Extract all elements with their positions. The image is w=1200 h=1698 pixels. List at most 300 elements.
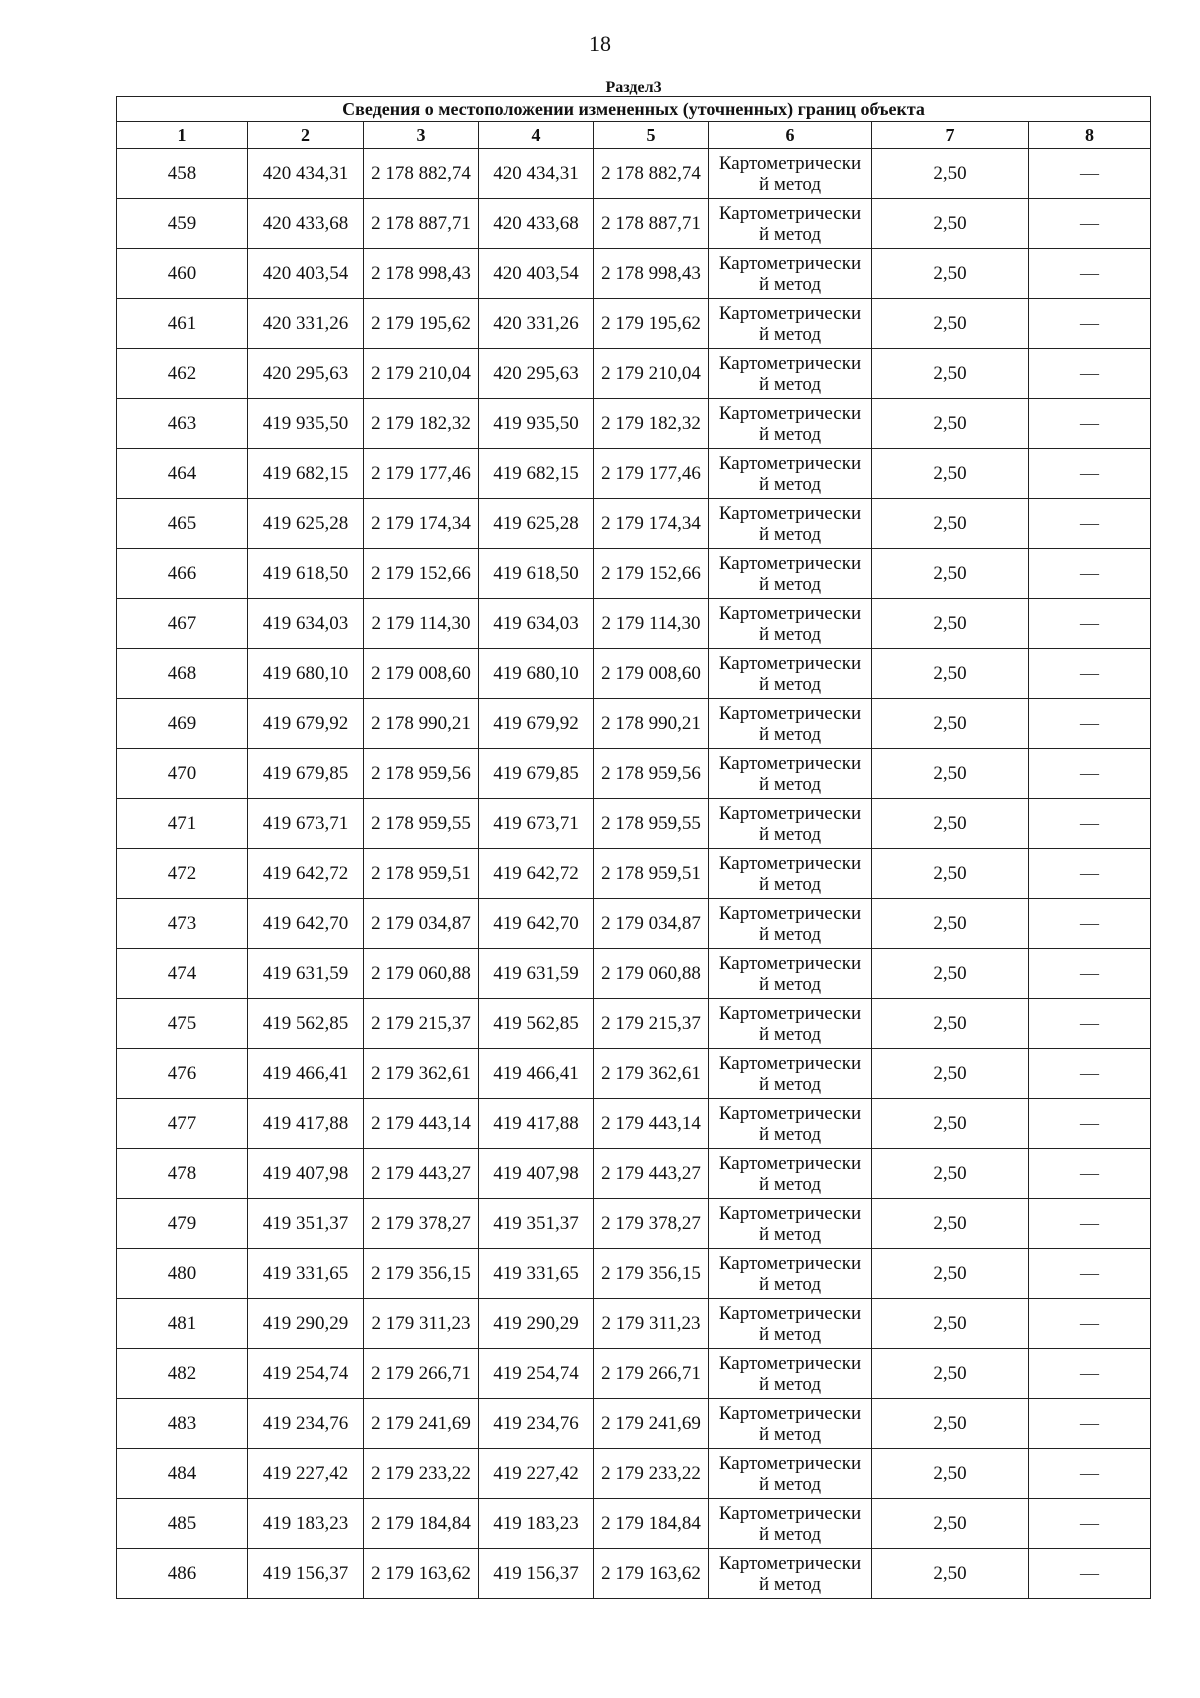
coordinate-cell: 2 178 959,55 xyxy=(364,799,479,849)
coordinate-cell: 2 179 210,04 xyxy=(364,349,479,399)
section-row xyxy=(117,79,1151,97)
coordinate-cell: 2 179 266,71 xyxy=(594,1349,709,1399)
point-number-cell: 469 xyxy=(117,699,248,749)
coordinate-cell: 419 679,85 xyxy=(479,749,594,799)
method-cell xyxy=(709,599,872,649)
method-line-2: й метод xyxy=(758,1073,822,1095)
method-line-2: й метод xyxy=(758,323,822,345)
coordinate-cell: 419 183,23 xyxy=(479,1499,594,1549)
column-8-cell: — xyxy=(1029,599,1151,649)
point-number-cell: 462 xyxy=(117,349,248,399)
coordinate-cell: 419 634,03 xyxy=(479,599,594,649)
method-line-1: Картометрически xyxy=(718,1152,862,1174)
method-cell xyxy=(709,1099,872,1149)
point-number-cell: 459 xyxy=(117,199,248,249)
method-line-2: й метод xyxy=(758,673,822,695)
method-line-1: Картометрически xyxy=(718,502,862,524)
coordinate-cell: 2 179 163,62 xyxy=(364,1549,479,1599)
method-cell xyxy=(709,699,872,749)
column-8-cell: — xyxy=(1029,1199,1151,1249)
point-number-cell: 458 xyxy=(117,149,248,199)
table-row xyxy=(117,749,1151,799)
point-number-cell: 476 xyxy=(117,1049,248,1099)
coordinate-cell: 419 682,15 xyxy=(479,449,594,499)
method-cell xyxy=(709,1349,872,1399)
method-line-2: й метод xyxy=(758,1023,822,1045)
page-number: 18 xyxy=(589,31,611,56)
table-row xyxy=(117,499,1151,549)
coordinate-cell: 419 331,65 xyxy=(248,1249,364,1299)
point-number-cell: 479 xyxy=(117,1199,248,1249)
method-cell xyxy=(709,799,872,849)
column-header: 2 xyxy=(248,122,364,149)
table-row xyxy=(117,1199,1151,1249)
coordinate-cell: 419 351,37 xyxy=(479,1199,594,1249)
column-8-cell: — xyxy=(1029,1249,1151,1299)
method-line-2: й метод xyxy=(758,523,822,545)
coordinate-cell: 419 642,70 xyxy=(479,899,594,949)
table-row xyxy=(117,249,1151,299)
method-line-1: Картометрически xyxy=(718,1552,862,1574)
method-cell xyxy=(709,1249,872,1299)
table-row xyxy=(117,649,1151,699)
coordinate-cell: 419 642,70 xyxy=(248,899,364,949)
column-8-cell: — xyxy=(1029,199,1151,249)
method-line-1: Картометрически xyxy=(718,1402,862,1424)
coordinate-cell: 419 290,29 xyxy=(248,1299,364,1349)
method-line-1: Картометрически xyxy=(718,602,862,624)
coordinate-cell: 2 178 887,71 xyxy=(594,199,709,249)
point-number-cell: 470 xyxy=(117,749,248,799)
method-line-2: й метод xyxy=(758,1523,822,1545)
coordinate-cell: 2 179 152,66 xyxy=(364,549,479,599)
method-line-2: й метод xyxy=(758,623,822,645)
boundary-coordinates-table xyxy=(116,79,1151,1599)
method-line-2: й метод xyxy=(758,1423,822,1445)
accuracy-cell: 2,50 xyxy=(872,249,1029,299)
coordinate-cell: 419 682,15 xyxy=(248,449,364,499)
column-header-row xyxy=(117,122,1151,149)
coordinate-cell: 2 179 311,23 xyxy=(594,1299,709,1349)
column-8-cell: — xyxy=(1029,949,1151,999)
accuracy-cell: 2,50 xyxy=(872,499,1029,549)
coordinate-cell: 2 178 959,51 xyxy=(364,849,479,899)
coordinate-cell: 419 625,28 xyxy=(479,499,594,549)
method-line-1: Картометрически xyxy=(718,302,862,324)
coordinate-cell: 419 254,74 xyxy=(479,1349,594,1399)
method-cell xyxy=(709,1049,872,1099)
method-line-1: Картометрически xyxy=(718,252,862,274)
column-8-cell: — xyxy=(1029,249,1151,299)
coordinate-cell: 419 631,59 xyxy=(479,949,594,999)
coordinate-cell: 2 179 233,22 xyxy=(364,1449,479,1499)
coordinate-cell: 419 407,98 xyxy=(248,1149,364,1199)
method-cell xyxy=(709,549,872,599)
coordinate-cell: 419 679,92 xyxy=(479,699,594,749)
coordinate-cell: 419 625,28 xyxy=(248,499,364,549)
method-cell xyxy=(709,449,872,499)
method-line-2: й метод xyxy=(758,223,822,245)
method-cell xyxy=(709,1299,872,1349)
coordinate-cell: 2 179 184,84 xyxy=(364,1499,479,1549)
accuracy-cell: 2,50 xyxy=(872,199,1029,249)
coordinate-cell: 2 179 174,34 xyxy=(594,499,709,549)
coordinate-cell: 2 178 959,56 xyxy=(364,749,479,799)
column-8-cell: — xyxy=(1029,1149,1151,1199)
coordinate-cell: 2 178 882,74 xyxy=(594,149,709,199)
coordinate-cell: 2 178 882,74 xyxy=(364,149,479,199)
coordinate-cell: 2 178 998,43 xyxy=(594,249,709,299)
coordinate-cell: 2 179 195,62 xyxy=(594,299,709,349)
coordinate-cell: 420 434,31 xyxy=(479,149,594,199)
column-8-cell: — xyxy=(1029,749,1151,799)
coordinate-cell: 419 679,92 xyxy=(248,699,364,749)
method-line-1: Картометрически xyxy=(718,352,862,374)
coordinate-cell: 419 407,98 xyxy=(479,1149,594,1199)
method-cell xyxy=(709,749,872,799)
column-header: 4 xyxy=(479,122,594,149)
accuracy-cell: 2,50 xyxy=(872,349,1029,399)
coordinate-cell: 420 403,54 xyxy=(248,249,364,299)
method-line-1: Картометрически xyxy=(718,802,862,824)
coordinate-cell: 2 179 114,30 xyxy=(364,599,479,649)
point-number-cell: 478 xyxy=(117,1149,248,1199)
coordinate-cell: 2 178 959,55 xyxy=(594,799,709,849)
coordinate-cell: 2 179 443,14 xyxy=(594,1099,709,1149)
table-row xyxy=(117,549,1151,599)
method-line-1: Картометрически xyxy=(718,852,862,874)
accuracy-cell: 2,50 xyxy=(872,149,1029,199)
accuracy-cell: 2,50 xyxy=(872,1399,1029,1449)
method-line-2: й метод xyxy=(758,573,822,595)
table-row xyxy=(117,399,1151,449)
accuracy-cell: 2,50 xyxy=(872,1049,1029,1099)
coordinate-cell: 2 179 362,61 xyxy=(364,1049,479,1099)
coordinate-cell: 2 179 356,15 xyxy=(364,1249,479,1299)
coordinate-cell: 419 618,50 xyxy=(479,549,594,599)
method-cell xyxy=(709,249,872,299)
method-line-1: Картометрически xyxy=(718,1002,862,1024)
coordinate-cell: 420 295,63 xyxy=(248,349,364,399)
table-row xyxy=(117,999,1151,1049)
accuracy-cell: 2,50 xyxy=(872,1299,1029,1349)
coordinate-cell: 419 618,50 xyxy=(248,549,364,599)
method-line-2: й метод xyxy=(758,923,822,945)
coordinate-cell: 419 466,41 xyxy=(479,1049,594,1099)
table-row xyxy=(117,1099,1151,1149)
coordinate-cell: 419 680,10 xyxy=(248,649,364,699)
method-cell xyxy=(709,999,872,1049)
point-number-cell: 460 xyxy=(117,249,248,299)
method-cell xyxy=(709,149,872,199)
coordinate-cell: 2 179 182,32 xyxy=(364,399,479,449)
coordinate-cell: 419 234,76 xyxy=(248,1399,364,1449)
method-line-1: Картометрически xyxy=(718,652,862,674)
point-number-cell: 472 xyxy=(117,849,248,899)
coordinate-cell: 2 178 990,21 xyxy=(364,699,479,749)
column-header: 8 xyxy=(1029,122,1151,149)
column-8-cell: — xyxy=(1029,899,1151,949)
coordinate-cell: 2 179 443,27 xyxy=(364,1149,479,1199)
method-line-2: й метод xyxy=(758,1323,822,1345)
accuracy-cell: 2,50 xyxy=(872,1499,1029,1549)
column-8-cell: — xyxy=(1029,149,1151,199)
coordinate-cell: 419 227,42 xyxy=(479,1449,594,1499)
accuracy-cell: 2,50 xyxy=(872,399,1029,449)
coordinate-cell: 2 178 990,21 xyxy=(594,699,709,749)
point-number-cell: 461 xyxy=(117,299,248,349)
coordinate-cell: 2 179 241,69 xyxy=(594,1399,709,1449)
coordinate-cell: 419 156,37 xyxy=(248,1549,364,1599)
method-cell xyxy=(709,849,872,899)
column-header: 7 xyxy=(872,122,1029,149)
accuracy-cell: 2,50 xyxy=(872,1199,1029,1249)
coordinate-cell: 419 642,72 xyxy=(479,849,594,899)
coordinate-cell: 2 179 210,04 xyxy=(594,349,709,399)
method-line-2: й метод xyxy=(758,1473,822,1495)
method-line-1: Картометрически xyxy=(718,1052,862,1074)
method-cell xyxy=(709,1399,872,1449)
point-number-cell: 463 xyxy=(117,399,248,449)
accuracy-cell: 2,50 xyxy=(872,299,1029,349)
coordinate-cell: 2 179 443,27 xyxy=(594,1149,709,1199)
accuracy-cell: 2,50 xyxy=(872,449,1029,499)
coordinate-cell: 419 679,85 xyxy=(248,749,364,799)
coordinate-cell: 2 179 378,27 xyxy=(594,1199,709,1249)
method-line-2: й метод xyxy=(758,373,822,395)
coordinate-cell: 2 179 034,87 xyxy=(364,899,479,949)
method-line-1: Картометрически xyxy=(718,452,862,474)
coordinate-cell: 2 179 184,84 xyxy=(594,1499,709,1549)
accuracy-cell: 2,50 xyxy=(872,699,1029,749)
coordinate-cell: 420 433,68 xyxy=(479,199,594,249)
table-row xyxy=(117,1449,1151,1499)
table-body xyxy=(117,79,1151,1599)
coordinate-cell: 419 466,41 xyxy=(248,1049,364,1099)
method-line-1: Картометрически xyxy=(718,1202,862,1224)
coordinate-cell: 420 331,26 xyxy=(479,299,594,349)
coordinate-cell: 419 290,29 xyxy=(479,1299,594,1349)
column-header: 1 xyxy=(117,122,248,149)
method-line-2: й метод xyxy=(758,723,822,745)
coordinate-cell: 419 331,65 xyxy=(479,1249,594,1299)
column-8-cell: — xyxy=(1029,849,1151,899)
method-line-1: Картометрически xyxy=(718,1102,862,1124)
coordinate-cell: 419 183,23 xyxy=(248,1499,364,1549)
method-cell xyxy=(709,649,872,699)
coordinate-cell: 2 179 152,66 xyxy=(594,549,709,599)
coordinate-cell: 419 254,74 xyxy=(248,1349,364,1399)
accuracy-cell: 2,50 xyxy=(872,799,1029,849)
method-cell xyxy=(709,1149,872,1199)
coordinate-cell: 419 234,76 xyxy=(479,1399,594,1449)
coordinate-cell: 419 227,42 xyxy=(248,1449,364,1499)
coordinate-cell: 420 331,26 xyxy=(248,299,364,349)
coordinate-cell: 2 179 356,15 xyxy=(594,1249,709,1299)
coordinate-cell: 2 179 177,46 xyxy=(364,449,479,499)
method-line-2: й метод xyxy=(758,823,822,845)
column-8-cell: — xyxy=(1029,649,1151,699)
method-line-1: Картометрически xyxy=(718,402,862,424)
coordinate-cell: 2 179 378,27 xyxy=(364,1199,479,1249)
accuracy-cell: 2,50 xyxy=(872,1549,1029,1599)
accuracy-cell: 2,50 xyxy=(872,549,1029,599)
method-line-1: Картометрически xyxy=(718,202,862,224)
method-line-2: й метод xyxy=(758,173,822,195)
table-row xyxy=(117,1299,1151,1349)
method-line-2: й метод xyxy=(758,1173,822,1195)
column-8-cell: — xyxy=(1029,1099,1151,1149)
coordinate-cell: 419 156,37 xyxy=(479,1549,594,1599)
accuracy-cell: 2,50 xyxy=(872,849,1029,899)
point-number-cell: 486 xyxy=(117,1549,248,1599)
coordinate-cell: 419 562,85 xyxy=(479,999,594,1049)
coordinate-cell: 2 179 008,60 xyxy=(364,649,479,699)
table-row xyxy=(117,149,1151,199)
method-cell xyxy=(709,1449,872,1499)
point-number-cell: 465 xyxy=(117,499,248,549)
column-8-cell: — xyxy=(1029,1449,1151,1499)
column-8-cell: — xyxy=(1029,449,1151,499)
method-line-2: й метод xyxy=(758,1223,822,1245)
point-number-cell: 473 xyxy=(117,899,248,949)
coordinate-cell: 2 179 233,22 xyxy=(594,1449,709,1499)
table-row xyxy=(117,1549,1151,1599)
method-line-2: й метод xyxy=(758,973,822,995)
table-row xyxy=(117,1049,1151,1099)
table-row xyxy=(117,799,1151,849)
coordinate-cell: 2 179 215,37 xyxy=(364,999,479,1049)
coordinate-cell: 2 179 182,32 xyxy=(594,399,709,449)
coordinate-cell: 2 179 008,60 xyxy=(594,649,709,699)
point-number-cell: 466 xyxy=(117,549,248,599)
column-8-cell: — xyxy=(1029,1549,1151,1599)
coordinate-cell: 419 680,10 xyxy=(479,649,594,699)
coordinate-cell: 419 351,37 xyxy=(248,1199,364,1249)
coordinate-cell: 420 433,68 xyxy=(248,199,364,249)
point-number-cell: 481 xyxy=(117,1299,248,1349)
table-row xyxy=(117,699,1151,749)
column-header: 3 xyxy=(364,122,479,149)
coordinate-cell: 2 179 114,30 xyxy=(594,599,709,649)
method-cell xyxy=(709,299,872,349)
coordinate-cell: 2 178 959,51 xyxy=(594,849,709,899)
column-8-cell: — xyxy=(1029,799,1151,849)
coordinate-cell: 2 179 060,88 xyxy=(594,949,709,999)
accuracy-cell: 2,50 xyxy=(872,1449,1029,1499)
accuracy-cell: 2,50 xyxy=(872,999,1029,1049)
column-8-cell: — xyxy=(1029,1399,1151,1449)
accuracy-cell: 2,50 xyxy=(872,1149,1029,1199)
method-line-2: й метод xyxy=(758,273,822,295)
method-line-1: Картометрически xyxy=(718,1502,862,1524)
coordinate-cell: 420 434,31 xyxy=(248,149,364,199)
column-8-cell: — xyxy=(1029,549,1151,599)
section-label: Раздел3 xyxy=(117,79,1151,97)
method-line-1: Картометрически xyxy=(718,952,862,974)
table-row xyxy=(117,1399,1151,1449)
method-line-2: й метод xyxy=(758,1273,822,1295)
table-row xyxy=(117,1249,1151,1299)
method-cell xyxy=(709,949,872,999)
point-number-cell: 474 xyxy=(117,949,248,999)
table-row xyxy=(117,449,1151,499)
accuracy-cell: 2,50 xyxy=(872,1099,1029,1149)
coordinate-cell: 419 935,50 xyxy=(248,399,364,449)
point-number-cell: 477 xyxy=(117,1099,248,1149)
column-8-cell: — xyxy=(1029,499,1151,549)
table-row xyxy=(117,849,1151,899)
table-row xyxy=(117,899,1151,949)
point-number-cell: 484 xyxy=(117,1449,248,1499)
method-line-2: й метод xyxy=(758,473,822,495)
method-cell xyxy=(709,1499,872,1549)
method-line-1: Картометрически xyxy=(718,1452,862,1474)
coordinate-cell: 2 179 060,88 xyxy=(364,949,479,999)
accuracy-cell: 2,50 xyxy=(872,949,1029,999)
coordinate-cell: 419 673,71 xyxy=(248,799,364,849)
coordinate-cell: 2 178 998,43 xyxy=(364,249,479,299)
coordinate-cell: 2 179 174,34 xyxy=(364,499,479,549)
table-row xyxy=(117,1499,1151,1549)
coordinate-cell: 419 935,50 xyxy=(479,399,594,449)
method-line-1: Картометрически xyxy=(718,702,862,724)
method-line-1: Картометрически xyxy=(718,1302,862,1324)
table-title: Сведения о местоположении измененных (уточненных) границ объекта xyxy=(117,97,1151,122)
column-8-cell: — xyxy=(1029,349,1151,399)
coordinate-cell: 419 417,88 xyxy=(479,1099,594,1149)
method-cell xyxy=(709,199,872,249)
column-8-cell: — xyxy=(1029,299,1151,349)
column-8-cell: — xyxy=(1029,999,1151,1049)
coordinate-cell: 2 179 311,23 xyxy=(364,1299,479,1349)
method-line-2: й метод xyxy=(758,773,822,795)
coordinate-cell: 2 179 177,46 xyxy=(594,449,709,499)
coordinate-cell: 2 179 241,69 xyxy=(364,1399,479,1449)
method-line-2: й метод xyxy=(758,1373,822,1395)
coordinate-cell: 2 179 163,62 xyxy=(594,1549,709,1599)
coordinate-cell: 419 642,72 xyxy=(248,849,364,899)
method-line-1: Картометрически xyxy=(718,902,862,924)
method-line-2: й метод xyxy=(758,1573,822,1595)
method-line-1: Картометрически xyxy=(718,1252,862,1274)
coordinate-cell: 420 295,63 xyxy=(479,349,594,399)
accuracy-cell: 2,50 xyxy=(872,1349,1029,1399)
table-row xyxy=(117,1349,1151,1399)
method-line-2: й метод xyxy=(758,423,822,445)
coordinate-cell: 2 179 195,62 xyxy=(364,299,479,349)
method-cell xyxy=(709,1549,872,1599)
column-8-cell: — xyxy=(1029,1499,1151,1549)
point-number-cell: 482 xyxy=(117,1349,248,1399)
table-title-row xyxy=(117,97,1151,122)
coordinate-cell: 2 178 887,71 xyxy=(364,199,479,249)
coordinate-cell: 2 179 443,14 xyxy=(364,1099,479,1149)
coordinate-cell: 2 179 266,71 xyxy=(364,1349,479,1399)
coordinate-cell: 419 673,71 xyxy=(479,799,594,849)
accuracy-cell: 2,50 xyxy=(872,649,1029,699)
point-number-cell: 467 xyxy=(117,599,248,649)
table-row xyxy=(117,1149,1151,1199)
point-number-cell: 483 xyxy=(117,1399,248,1449)
point-number-cell: 464 xyxy=(117,449,248,499)
point-number-cell: 485 xyxy=(117,1499,248,1549)
accuracy-cell: 2,50 xyxy=(872,1249,1029,1299)
column-8-cell: — xyxy=(1029,1049,1151,1099)
method-line-2: й метод xyxy=(758,873,822,895)
column-8-cell: — xyxy=(1029,399,1151,449)
accuracy-cell: 2,50 xyxy=(872,899,1029,949)
